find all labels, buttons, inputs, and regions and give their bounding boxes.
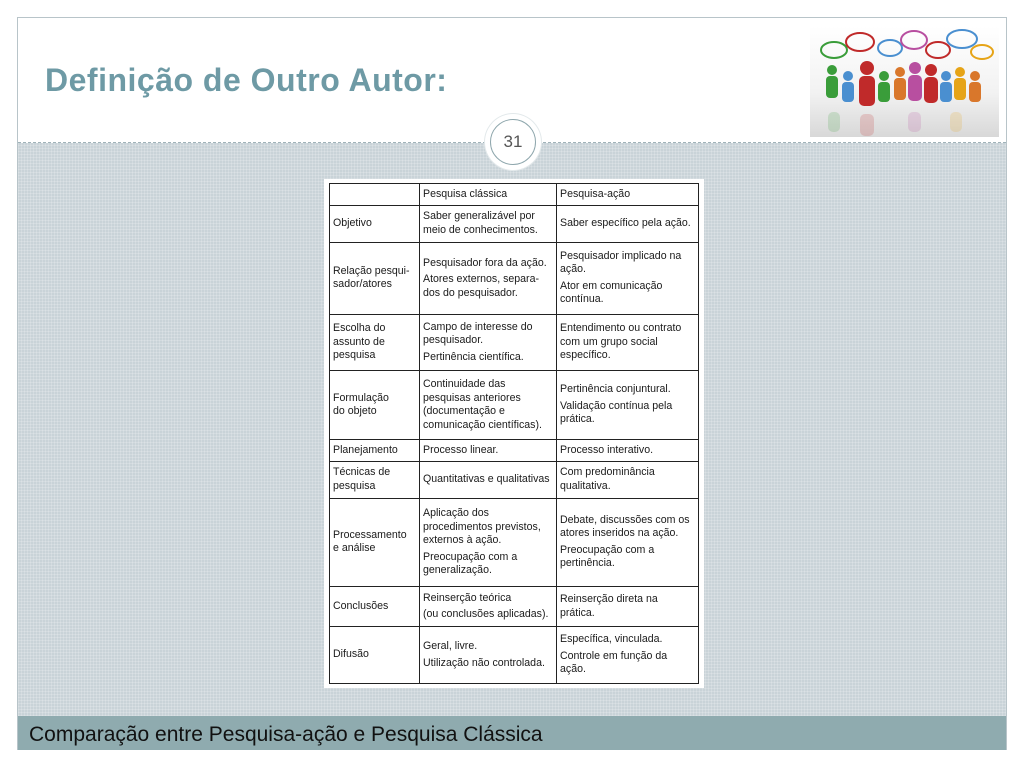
table-row	[330, 498, 699, 586]
cell-text: Formulação	[333, 391, 389, 404]
cell-text: Quantitativas e qualitativas	[423, 472, 550, 485]
cell-text: Processamento	[333, 528, 407, 541]
cell-text: assunto de	[333, 335, 385, 348]
speech-bubble-icon	[878, 40, 902, 56]
classica-cell	[420, 371, 557, 440]
acao-cell	[557, 371, 699, 440]
cell-text: Saber específico pela ação.	[560, 216, 691, 229]
table-row	[330, 586, 699, 627]
cell-text: Preocupação com a generalização.	[423, 550, 518, 577]
cell-text: Utilização não controlada.	[423, 656, 545, 669]
cell-text: Escolha do	[333, 322, 386, 335]
cell-text: Reinserção direta na prática.	[560, 593, 658, 619]
table-row	[330, 461, 699, 498]
table-row	[330, 627, 699, 684]
cell-text: Geral, livre.	[423, 640, 478, 653]
cell-text: Aplicação dos procedimentos previstos, externos à ação.	[423, 507, 541, 547]
cell-text: Técnicas de	[333, 466, 391, 479]
cell-text: Atores externos, separa- dos do pesquisador.	[423, 273, 539, 299]
acao-cell	[557, 314, 699, 370]
cell-text: sador/atores	[333, 278, 392, 291]
acao-cell	[557, 242, 699, 314]
row-label	[330, 627, 420, 684]
acao-cell	[557, 461, 699, 498]
comparison-table	[329, 183, 699, 684]
people-talking-illustration	[810, 26, 999, 137]
speech-bubble-icon	[821, 42, 847, 58]
slide-caption: Comparação entre Pesquisa-ação e Pesquisa Clássica	[29, 723, 543, 746]
cell-text: do objeto	[333, 405, 377, 418]
acao-cell	[557, 586, 699, 627]
cell-text: Com predominância qualitativa.	[560, 466, 655, 492]
caption-bar	[18, 716, 1006, 750]
row-label	[330, 314, 420, 370]
cell-text: Reinserção teórica	[423, 591, 512, 604]
table-row	[330, 242, 699, 314]
acao-cell	[557, 205, 699, 242]
classica-cell	[420, 440, 557, 462]
cell-text: Pesquisador implicado na ação.	[560, 249, 682, 276]
row-label	[330, 498, 420, 586]
speech-bubble-icon	[901, 31, 927, 49]
table-row	[330, 314, 699, 370]
cell-text: Processo interativo.	[560, 443, 654, 456]
cell-text: Campo de interesse do pesquisador.	[423, 320, 533, 347]
cell-text: Saber generalizável por meio de conhecimentos.	[423, 210, 538, 236]
table-row	[330, 440, 699, 462]
cell-text: Controle em função da ação.	[560, 649, 668, 676]
cell-text: Pertinência conjuntural.	[560, 383, 671, 396]
cell-text: pesquisa	[333, 349, 376, 362]
acao-cell	[557, 627, 699, 684]
comparison-table-image	[324, 179, 704, 688]
table-header-cell: Pesquisa clássica	[420, 184, 557, 206]
table-row	[330, 205, 699, 242]
cell-text: Planejamento	[333, 443, 398, 456]
cell-text: Continuidade das pesquisas anteriores (documentação e comunicação científicas).	[423, 378, 542, 431]
cell-text: Validação contínua pela prática.	[560, 399, 673, 426]
page-number: 31	[490, 119, 536, 165]
cell-text: Pesquisador fora da ação.	[423, 256, 547, 269]
cell-text: Conclusões	[333, 599, 389, 612]
speech-bubble-icon	[947, 30, 977, 48]
row-label	[330, 586, 420, 627]
table-header-cell	[330, 184, 420, 206]
classica-cell	[420, 498, 557, 586]
cell-text: Relação pesqui-	[333, 264, 410, 277]
slide-title: Definição de Outro Autor:	[45, 62, 448, 98]
classica-cell	[420, 314, 557, 370]
cell-text: e análise	[333, 542, 376, 555]
table-row	[330, 371, 699, 440]
row-label	[330, 371, 420, 440]
row-label	[330, 461, 420, 498]
row-label	[330, 242, 420, 314]
acao-cell	[557, 498, 699, 586]
table-header-row	[330, 184, 699, 206]
cell-text: Processo linear.	[423, 443, 499, 456]
cell-text: Ator em comunicação contínua.	[560, 279, 663, 306]
cell-text: Específica, vinculada.	[560, 633, 663, 646]
classica-cell	[420, 461, 557, 498]
speech-bubble-icon	[926, 42, 950, 58]
speech-bubble-icon	[846, 33, 874, 51]
cell-text: Debate, discussões com os atores inseridos na ação.	[560, 513, 690, 540]
cell-text: (ou conclusões aplicadas).	[423, 608, 549, 621]
cell-text: Objetivo	[333, 216, 372, 229]
classica-cell	[420, 627, 557, 684]
classica-cell	[420, 586, 557, 627]
table-header-cell: Pesquisa-ação	[557, 184, 699, 206]
classica-cell	[420, 205, 557, 242]
classica-cell	[420, 242, 557, 314]
cell-text: Preocupação com a pertinência.	[560, 543, 655, 570]
row-label	[330, 205, 420, 242]
cell-text: Pertinência científica.	[423, 350, 524, 363]
speech-bubble-icon	[971, 45, 993, 59]
row-label	[330, 440, 420, 462]
cell-text: Difusão	[333, 648, 369, 661]
cell-text: Entendimento ou contrato com um grupo social específico.	[560, 322, 682, 362]
cell-text: pesquisa	[333, 479, 376, 492]
acao-cell	[557, 440, 699, 462]
page-number-badge	[485, 114, 541, 170]
